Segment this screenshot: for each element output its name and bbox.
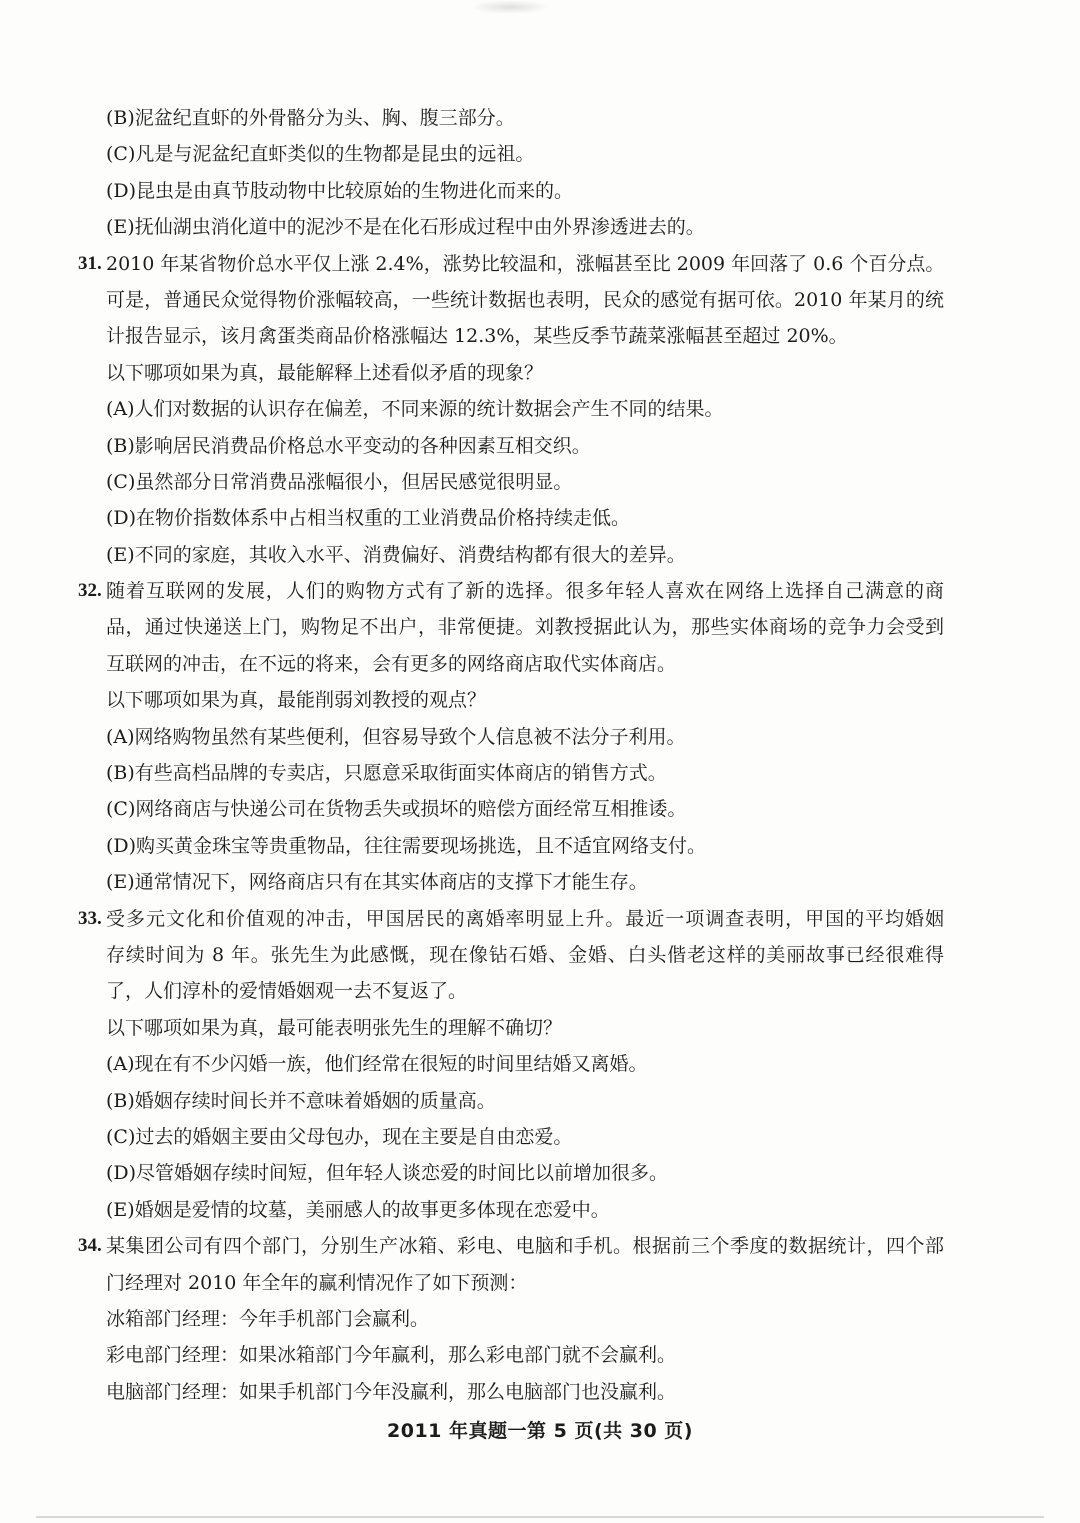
question-33-stem-line: 33. 受多元文化和价值观的冲击，甲国居民的离婚率明显上升。最近一项调查表明，甲国的平均婚姻: [0, 901, 1080, 937]
question-32-option-a: (A)网络购物虽然有某些便利，但容易导致个人信息被不法分子利用。: [106, 725, 686, 748]
question-32-stem-line: 32. 随着互联网的发展，人们的购物方式有了新的选择。很多年轻人喜欢在网络上选择自己满意的商: [0, 573, 1080, 609]
question-32-stem-line: 品，通过快递送上门，购物足不出户，非常便捷。刘教授据此认为，那些实体商场的竞争力会受到: [106, 616, 944, 639]
question-34-stem-line: 34. 某集团公司有四个部门，分别生产冰箱、彩电、电脑和手机。根据前三个季度的数据统计，四个部: [0, 1228, 1080, 1264]
question-32-prompt: 以下哪项如果为真，最能削弱刘教授的观点？: [106, 689, 487, 712]
question-31-stem-line: 31. 2010 年某省物价总水平仅上涨 2.4%，涨势比较温和，涨幅甚至比 2009 年回落了 0.6 个百分点。: [0, 246, 1080, 282]
question-33-prompt: 以下哪项如果为真，最可能表明张先生的理解不确切？: [106, 1016, 563, 1039]
question-32-stem-line: 互联网的冲击，在不远的将来，会有更多的网络商店取代实体商店。: [106, 652, 677, 675]
page-footer: 2011 年真题一第 5 页(共 30 页): [387, 1420, 693, 1442]
question-32-option-e: (E)通常情况下，网络商店只有在其实体商店的支撑下才能生存。: [106, 871, 648, 894]
option-line: (B)泥盆纪直虾的外骨骼分为头、胸、腹三部分。: [106, 107, 515, 129]
question-31-option-c: (C)虽然部分日常消费品涨幅很小，但居民感觉很明显。: [106, 470, 573, 493]
question-31-stem-line: 可是，普通民众觉得物价涨幅较高，一些统计数据也表明，民众的感觉有据可依。2010 年某月的统: [106, 288, 944, 311]
option-line: (D)昆虫是由真节肢动物中比较原始的生物进化而来的。: [106, 179, 574, 202]
option-line: (C)凡是与泥盆纪直虾类似的生物都是昆虫的远祖。: [106, 143, 535, 166]
question-number: 32.: [78, 580, 102, 602]
question-31-option-d: (D)在物价指数体系中占相当权重的工业消费品价格持续走低。: [106, 507, 631, 530]
question-34-statement: 彩电部门经理：如果冰箱部门今年赢利，那么彩电部门就不会赢利。: [106, 1344, 677, 1367]
question-number: 33.: [78, 907, 102, 929]
question-33-option-e: (E)婚姻是爱情的坟墓，美丽感人的故事更多体现在恋爱中。: [106, 1198, 610, 1221]
question-number: 34.: [78, 1235, 102, 1257]
question-33-option-a: (A)现在有不少闪婚一族，他们经常在很短的时间里结婚又离婚。: [106, 1053, 648, 1076]
question-32-option-d: (D)购买黄金珠宝等贵重物品，往往需要现场挑选，且不适宜网络支付。: [106, 834, 707, 857]
question-32-option-c: (C)网络商店与快递公司在货物丢失或损坏的赔偿方面经常互相推诿。: [106, 798, 687, 821]
question-33-option-d: (D)尽管婚姻存续时间短，但年轻人谈恋爱的时间比以前增加很多。: [106, 1162, 669, 1185]
question-33-stem-line: 存续时间为 8 年。张先生为此感慨，现在像钻石婚、金婚、白头偕老这样的美丽故事已经很难得: [106, 943, 944, 966]
question-33-option-b: (B)婚姻存续时间长并不意味着婚姻的质量高。: [106, 1089, 496, 1112]
question-31-option-a: (A)人们对数据的认识存在偏差，不同来源的统计数据会产生不同的结果。: [106, 398, 724, 421]
question-34-statement: 冰箱部门经理：今年手机部门会赢利。: [106, 1307, 430, 1330]
question-32-option-b: (B)有些高档品牌的专卖店，只愿意采取街面实体商店的销售方式。: [106, 762, 667, 785]
question-31-prompt: 以下哪项如果为真，最能解释上述看似矛盾的现象？: [106, 361, 544, 384]
question-31-option-e: (E)不同的家庭，其收入水平、消费偏好、消费结构都有很大的差异。: [106, 543, 686, 566]
page-content: [0, 100, 1080, 1410]
bottom-divider: [36, 1516, 1044, 1518]
question-33-option-c: (C)过去的婚姻主要由父母包办，现在主要是自由恋爱。: [106, 1125, 573, 1148]
scan-smudge: [470, 0, 550, 14]
question-number: 31.: [78, 252, 102, 274]
question-33-stem-line: 了，人们淳朴的爱情婚姻观一去不复返了。: [106, 980, 468, 1003]
option-line: (E)抚仙湖虫消化道中的泥沙不是在化石形成过程中由外界渗透进去的。: [106, 216, 705, 239]
question-31-stem-line: 计报告显示，该月禽蛋类商品价格涨幅达 12.3%，某些反季节蔬菜涨幅甚至超过 20%。: [106, 325, 848, 348]
question-34-statement: 电脑部门经理：如果手机部门今年没赢利，那么电脑部门也没赢利。: [106, 1380, 677, 1403]
question-31-option-b: (B)影响居民消费品价格总水平变动的各种因素互相交织。: [106, 434, 591, 457]
question-34-stem-line: 门经理对 2010 年全年的赢利情况作了如下预测：: [106, 1271, 528, 1294]
